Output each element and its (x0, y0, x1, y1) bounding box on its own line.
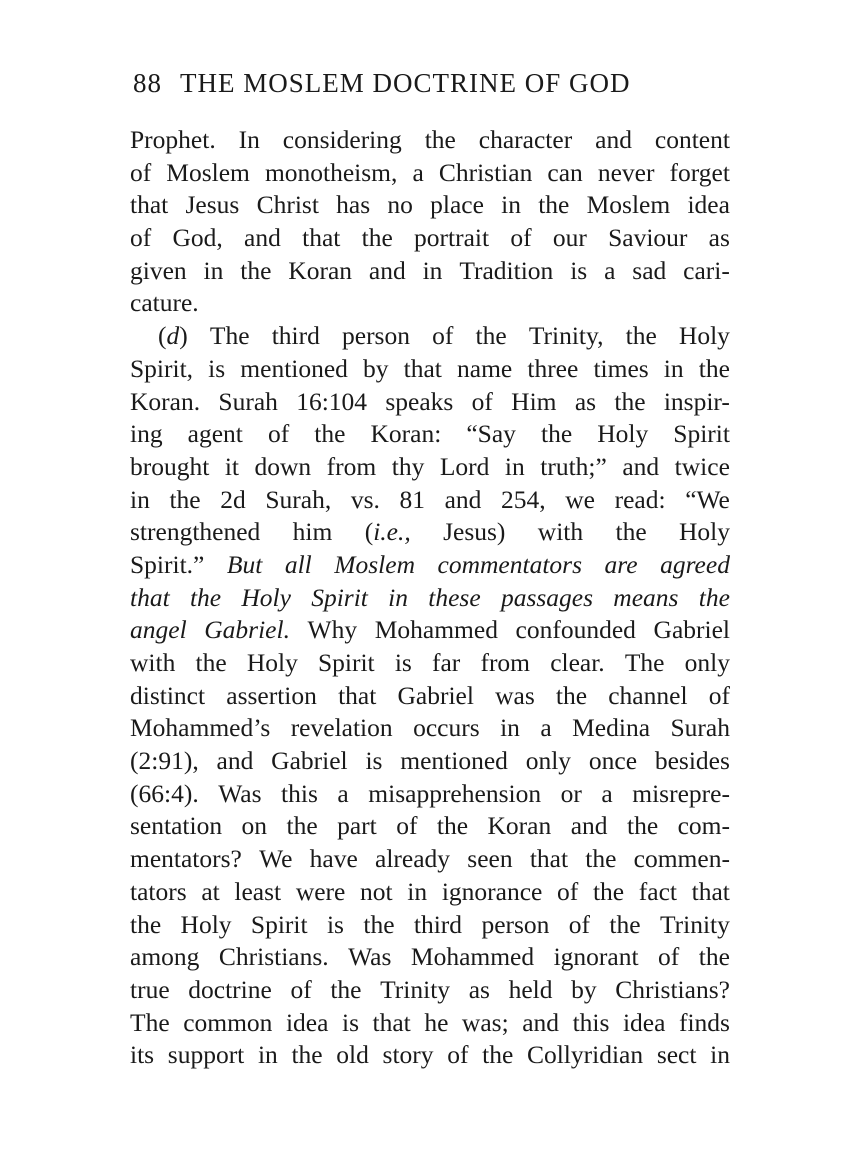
word: are (604, 549, 638, 579)
word: in (501, 190, 521, 220)
word: on (241, 811, 268, 841)
word: and (622, 451, 660, 481)
word: Prophet. (130, 125, 216, 154)
text-line (130, 549, 730, 582)
word: person (342, 321, 410, 351)
word: in (710, 1040, 730, 1070)
word: God, (172, 223, 223, 253)
word: portrait (414, 223, 490, 253)
word: the (592, 876, 625, 906)
text-line (130, 974, 730, 1007)
word: times (593, 353, 649, 383)
word: it (224, 451, 239, 481)
word: the (169, 484, 201, 514)
word: Spirit (311, 582, 368, 612)
word: ignorant (553, 942, 639, 972)
word: Mohammed (374, 615, 498, 645)
word: angel (130, 615, 187, 645)
word: the (541, 419, 573, 449)
word: ignorance (441, 876, 543, 906)
word: that (529, 844, 569, 874)
word: ing (130, 419, 163, 449)
word: (i.e., (364, 517, 411, 547)
word: already (375, 844, 451, 874)
word: of (447, 1040, 469, 1070)
word: and (368, 255, 406, 285)
text-line (130, 647, 730, 680)
word: strengthened (130, 517, 261, 547)
word: truth;” (540, 451, 607, 481)
word: at (201, 876, 220, 906)
word: Was (348, 942, 392, 972)
word: read: (614, 484, 666, 514)
word: distinct (130, 680, 206, 710)
word: the (698, 942, 730, 972)
word: Surah (670, 713, 730, 743)
word: Spirit (673, 419, 730, 449)
text-line (130, 582, 730, 615)
word: doctrine (188, 974, 272, 1004)
text-line (130, 157, 730, 190)
word: Jesus) (443, 517, 506, 547)
word: Spirit (250, 909, 308, 939)
word: mentioned (400, 746, 508, 776)
text-line (130, 255, 730, 288)
word: 2d (220, 484, 246, 514)
word: Christians. (218, 942, 329, 972)
word: Holy (678, 321, 730, 351)
word: Koran: (370, 419, 442, 449)
word: agent (187, 419, 243, 449)
word: the (615, 517, 647, 547)
word: of (130, 223, 152, 253)
word: in (203, 255, 224, 285)
word: 16:104 (296, 386, 368, 416)
word: the (361, 223, 393, 253)
word: with (130, 648, 176, 677)
text-line (130, 320, 730, 353)
word: the (363, 909, 395, 939)
text-line (130, 353, 730, 386)
word: in (663, 353, 684, 383)
word: the (291, 1040, 323, 1070)
text-line (130, 124, 730, 157)
word: Koran (288, 255, 353, 285)
word: passages (500, 582, 594, 612)
word: was (495, 680, 535, 710)
word: and (522, 1007, 560, 1037)
word: com- (677, 811, 730, 841)
word: a (337, 778, 349, 808)
word: or (560, 778, 582, 808)
word: only (525, 746, 572, 776)
word: and (244, 223, 281, 253)
word: in (504, 451, 525, 481)
word: Surah (218, 386, 278, 416)
text-line (130, 680, 730, 713)
word: channel (608, 680, 688, 710)
word: The (130, 1007, 170, 1037)
body-text (130, 124, 730, 1072)
word: of (557, 876, 579, 906)
word: of (432, 321, 454, 351)
word: vs. (350, 484, 380, 514)
word: in (388, 582, 408, 612)
word: Spirit.” (130, 549, 205, 579)
word: from (480, 648, 531, 677)
word: and (444, 484, 482, 514)
word: a (412, 157, 424, 187)
word: the (330, 974, 362, 1004)
word: idea (687, 190, 730, 220)
word: in (500, 713, 520, 743)
word: mentioned (240, 353, 348, 383)
word: part (337, 811, 377, 841)
word: confounded (515, 615, 636, 645)
word: by (363, 353, 389, 383)
word: tators (130, 876, 187, 906)
word: him (292, 517, 333, 547)
word: sect (656, 1040, 697, 1070)
word: misapprehension (368, 778, 542, 808)
word: that (338, 680, 377, 710)
word: from (326, 451, 377, 481)
word: as (574, 386, 597, 416)
word: Christ (256, 190, 319, 220)
word: that (130, 190, 169, 220)
word: the (240, 255, 272, 285)
word: “Say (466, 419, 516, 449)
word: its (130, 1040, 155, 1070)
word: held (508, 974, 553, 1004)
word: Spirit (317, 648, 375, 677)
word: all (284, 549, 312, 579)
word: sad (632, 255, 667, 285)
word: and (570, 811, 608, 841)
word: Mohammed (410, 942, 535, 972)
text-line (130, 1039, 730, 1072)
word: Trinity, (528, 321, 604, 351)
word: assertion (226, 680, 317, 710)
word: Christian (438, 157, 533, 187)
text-line (130, 941, 730, 974)
text-line (130, 287, 730, 320)
word: the (482, 1040, 514, 1070)
word: considering (282, 125, 402, 154)
word: Koran. (130, 386, 201, 416)
text-line (130, 909, 730, 942)
word: Trinity (659, 909, 730, 939)
word: Lord (439, 451, 490, 481)
word: (66:4). (130, 778, 199, 808)
word: the (286, 811, 318, 841)
word: The (624, 648, 665, 677)
word: Gabriel (271, 746, 348, 776)
word: of (658, 942, 680, 972)
word: has (336, 190, 371, 220)
word: twice (674, 451, 730, 481)
word: monotheism, (264, 157, 398, 187)
word: Medina (572, 713, 651, 743)
word: sentation (130, 811, 223, 841)
word: we (565, 484, 595, 514)
word: and (595, 125, 632, 154)
word: revelation (290, 713, 393, 743)
word: is (341, 1007, 359, 1037)
word: is (326, 909, 344, 939)
word: forget (669, 157, 730, 187)
word: the (625, 321, 657, 351)
word: Moslem (586, 190, 671, 220)
word: seen (467, 844, 513, 874)
word: of (708, 680, 730, 710)
word: Moslem (334, 549, 415, 579)
word: thy (391, 451, 425, 481)
word: given (130, 255, 187, 285)
word: story (382, 1040, 434, 1070)
word: as (468, 974, 490, 1004)
word: our (552, 223, 587, 253)
word: Was (218, 778, 262, 808)
word: speaks (385, 386, 454, 416)
word: of (471, 386, 493, 416)
word: common (183, 1007, 273, 1037)
word: character (478, 125, 573, 154)
word: Tradition (459, 255, 554, 285)
word: is (570, 255, 588, 285)
word: Mohammed’s (130, 713, 271, 743)
word: the (195, 648, 227, 677)
word: of (290, 974, 312, 1004)
word: Christians? (615, 974, 730, 1004)
word: In (238, 125, 260, 154)
word: means (613, 582, 679, 612)
word: idea (622, 1007, 666, 1037)
word: Holy (597, 419, 649, 449)
word: Gabriel (397, 680, 474, 710)
word: he (424, 1007, 449, 1037)
word: of (267, 419, 290, 449)
word: and (216, 746, 254, 776)
word: a (601, 778, 613, 808)
word: Surah, (265, 484, 332, 514)
word: only (684, 648, 730, 677)
word: the (614, 386, 646, 416)
text-line (130, 876, 730, 909)
word: of (568, 909, 591, 939)
word: this (572, 1007, 610, 1037)
word: (d) (158, 321, 188, 351)
word: never (597, 157, 655, 187)
word: Jesus (185, 190, 240, 220)
word: once (588, 746, 638, 776)
word: commen- (633, 844, 730, 874)
word: Holy (180, 909, 232, 939)
word: among (130, 942, 200, 972)
word: that (691, 876, 730, 906)
word: (2:91), (130, 746, 199, 776)
word: Why (307, 615, 358, 645)
word: cari- (683, 255, 730, 285)
word: the (189, 582, 222, 612)
word: Gabriel. (204, 615, 290, 645)
word: no (387, 190, 413, 220)
word: the (436, 811, 469, 841)
word: as (708, 223, 730, 253)
word: is (394, 648, 412, 677)
text-line (130, 484, 730, 517)
word: Holy (679, 517, 730, 547)
word: Saviour (608, 223, 688, 253)
word: inspir- (663, 386, 730, 416)
word: content (654, 125, 730, 154)
text-line (130, 843, 730, 876)
word: that (403, 353, 442, 383)
text-line (130, 189, 730, 222)
text-line (130, 712, 730, 745)
word: the (555, 680, 588, 710)
word: the (130, 909, 162, 939)
word: in (257, 1040, 278, 1070)
word: agreed (660, 549, 730, 579)
word: that (130, 582, 170, 612)
text-line (130, 614, 730, 647)
text-line (130, 745, 730, 778)
word: 254, (501, 484, 546, 514)
word: that (372, 1007, 411, 1037)
word: Moslem (166, 157, 250, 187)
word: the (698, 353, 730, 383)
word: “We (685, 484, 730, 514)
word: was; (461, 1007, 509, 1037)
word: place (430, 190, 484, 220)
word: mentators? (130, 844, 242, 874)
word: Gabriel (653, 615, 730, 645)
word: down (254, 451, 312, 481)
word: The (209, 321, 250, 351)
word: the (698, 582, 730, 612)
text-line (130, 451, 730, 484)
word: is (365, 746, 383, 776)
text-line (130, 516, 730, 549)
word: that (302, 223, 341, 253)
word: the (424, 125, 456, 154)
word: in (407, 876, 428, 906)
word: Holy (241, 582, 291, 612)
word: support (167, 1040, 245, 1070)
word: the (585, 844, 617, 874)
word: besides (654, 746, 730, 776)
word: We (259, 844, 293, 874)
text-line (130, 222, 730, 255)
word: third (271, 321, 320, 351)
word: this (281, 778, 318, 808)
running-head (133, 68, 733, 99)
word: Trinity (380, 974, 451, 1004)
word: these (428, 582, 481, 612)
word: far (431, 648, 461, 677)
word: 81 (399, 484, 425, 514)
running-title: THE MOSLEM DOCTRINE OF GOD (180, 68, 631, 98)
word: the (538, 190, 570, 220)
word: old (336, 1040, 369, 1070)
word: not (360, 876, 393, 906)
text-line (130, 1007, 730, 1040)
word: the (609, 909, 641, 939)
word: Spirit, (130, 353, 194, 383)
text-line (130, 386, 730, 419)
word: were (295, 876, 346, 906)
word: is (208, 353, 226, 383)
word: a (540, 713, 552, 743)
word: by (571, 974, 597, 1004)
text-line (130, 418, 730, 451)
word: Him (511, 386, 557, 416)
word: true (130, 974, 170, 1004)
word: of (130, 157, 152, 187)
word: But (226, 549, 263, 579)
word: a (604, 255, 616, 285)
word: the (626, 811, 659, 841)
word: clear. (550, 648, 605, 677)
word: of (396, 811, 418, 841)
word: brought (130, 451, 210, 481)
word: Koran (487, 811, 552, 841)
word: person (481, 909, 550, 939)
word: of (510, 223, 532, 253)
word: the (314, 419, 346, 449)
text-line (130, 778, 730, 811)
word: commentators (437, 549, 582, 579)
word: least (234, 876, 282, 906)
word: cature. (130, 288, 199, 318)
word: third (413, 909, 463, 939)
word: in (130, 484, 150, 514)
word: finds (678, 1007, 730, 1037)
word: misrepre- (632, 778, 730, 808)
word: idea (285, 1007, 329, 1037)
word: the (475, 321, 507, 351)
word: Holy (246, 648, 298, 677)
word: Collyridian (526, 1040, 644, 1070)
word: have (309, 844, 358, 874)
word: three (527, 353, 579, 383)
word: can (547, 157, 583, 187)
word: with (537, 517, 584, 547)
word: fact (638, 876, 677, 906)
word: name (457, 353, 513, 383)
text-line (130, 810, 730, 843)
word: occurs (413, 713, 480, 743)
page-number: 88 (133, 68, 162, 98)
word: in (422, 255, 443, 285)
